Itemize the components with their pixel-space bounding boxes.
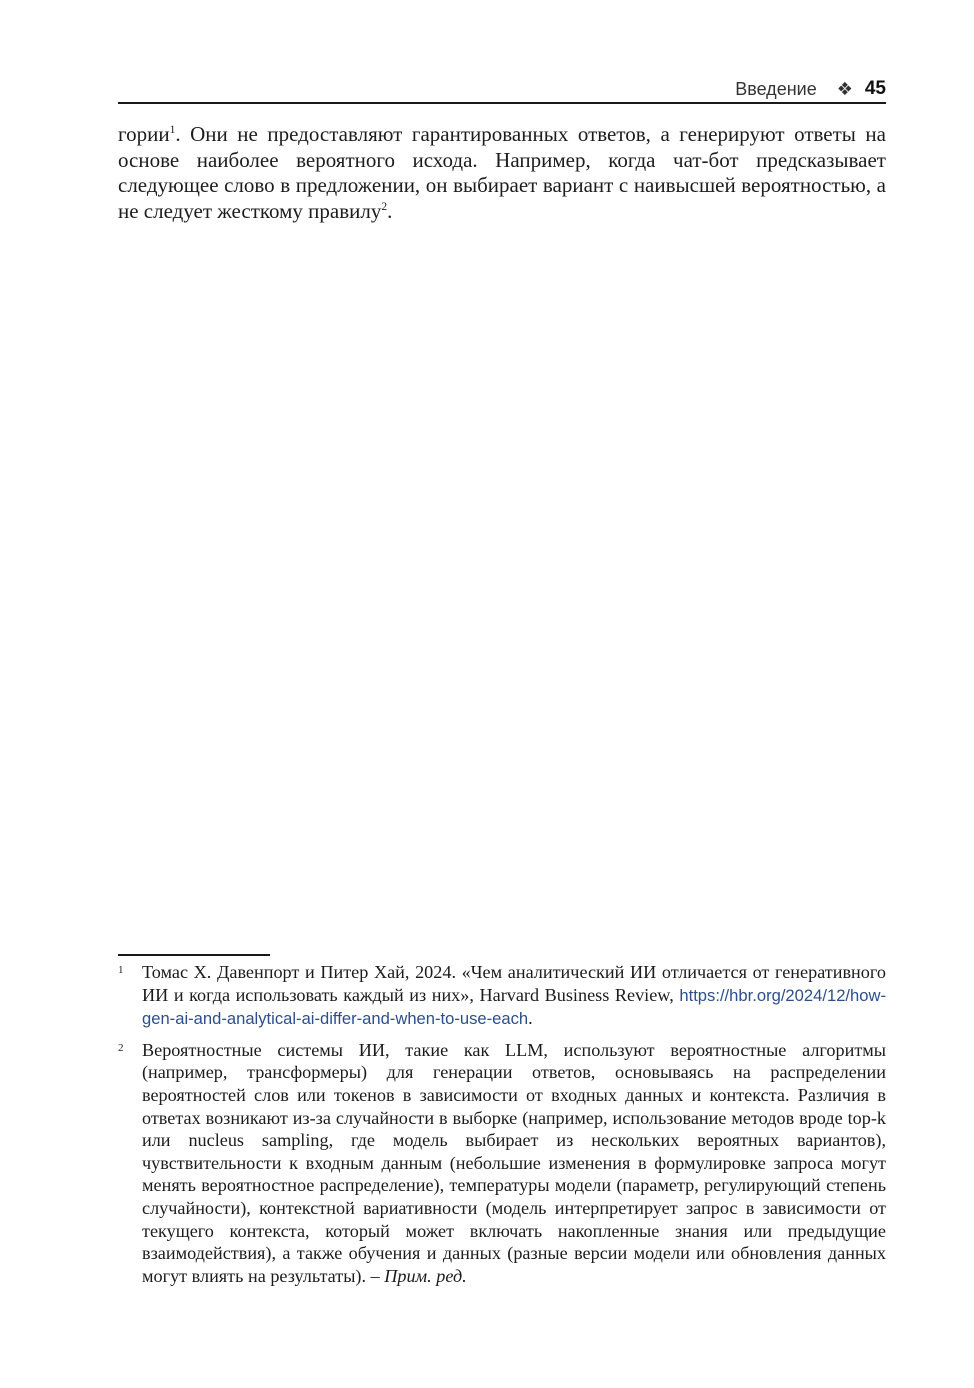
body-paragraph	[118, 122, 886, 224]
footnote-text: Вероятностные системы ИИ, такие как LLM, используют вероятностные алгоритмы (например, трансформеры) для генерации ответов, основываясь на распределении вероятностей слов или токенов в зависимости от входных данных и контекста. Различия в ответах возникают из-за случайности в выборке (например, использование методов вроде top-k или nucleus sampling, где модель выбирает из нескольких вероятных вариантов), чувствительности к входным данным (небольшие изменения в формулировке запроса могут менять вероятностное распределение), температуры модели (параметр, регулирующий степень случайности), контекстной вариативности (модель интерпретирует запрос в зависимости от текущего контекста, который может включать накопленные знания или предыдущие взаимодействия), а также обучения и данных (разные версии модели или обновления данных могут влиять на результаты). –	[142, 1039, 886, 1286]
footnote-text: Томас Х. Давенпорт и Питер Хай, 2024. «Чем аналитический ИИ отличается от генеративного ИИ и когда использовать каждый из них», Harvard Business Review,	[142, 962, 886, 1005]
footnote-ref-1[interactable]: 1	[169, 124, 176, 136]
body-text-main: . Они не предоставляют гарантированных ответов, а генерируют ответы на основе наиболее вероятного исхода. Например, когда чат-бот предсказывает следующее слово в предложении, он выбирает вариант с наивысшей вероятностью, а не следует жесткому правилу	[118, 122, 886, 223]
footnote-link[interactable]: https://hbr.org/2024/12/how-gen-ai-and-analytical-ai-differ-and-when-to-use-each	[142, 985, 886, 1029]
body-text-start: гории	[118, 122, 170, 146]
page-number: 45	[864, 78, 886, 99]
footnote-rule	[118, 954, 270, 956]
footnote-ref-2[interactable]: 2	[381, 200, 388, 213]
editor-note: Прим. ред.	[384, 1265, 467, 1286]
footnote-mark: 1	[118, 964, 124, 976]
footnotes	[118, 961, 886, 1295]
section-title: Введение	[735, 78, 817, 99]
running-head	[118, 76, 886, 102]
body-text-end: .	[387, 198, 393, 223]
footnote-mark: 2	[118, 1041, 124, 1054]
footnote-1	[118, 961, 886, 1031]
ornament-icon: ❖	[836, 78, 853, 99]
footnote-2	[118, 1039, 886, 1288]
footnote-tail: .	[528, 1008, 533, 1029]
header-rule	[118, 102, 886, 104]
